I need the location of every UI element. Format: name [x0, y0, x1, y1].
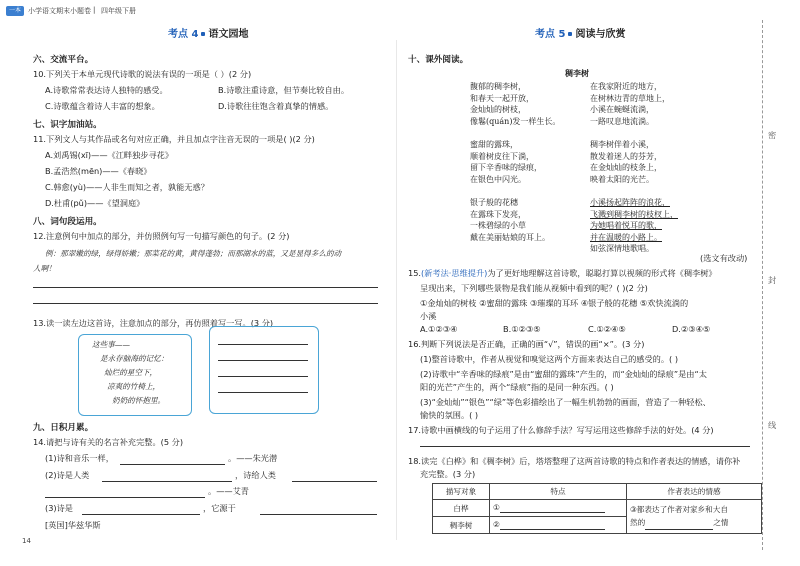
q13-answer-line-4[interactable] [218, 392, 308, 393]
poem-col1-line: 戴在美丽姑娘的耳上。 [470, 232, 550, 242]
q12-answer-line-1[interactable] [33, 287, 378, 288]
poem-col2-line [590, 127, 678, 139]
poem-col2-line: 散发着迷人的芬芳， [590, 151, 662, 161]
poem-box-line-2: 是永存脑海的记忆： [100, 354, 169, 363]
q13-answer-box [209, 326, 319, 414]
q11-option-d: D.杜甫(pǔ)——《望洞庭》 [45, 198, 145, 208]
q10-option-a: A.诗歌常常表达诗人独特的感受。 [45, 85, 168, 95]
q11-option-b: B.孟浩然(mēn)——《春晓》 [45, 166, 152, 176]
left-section-label: 考点 4 [168, 29, 199, 40]
heading-6: 六、交流平台。 [33, 55, 94, 65]
question-13: 13.读一读左边这首诗，注意加点的部分，再仿照着写一写。(3 分) [33, 318, 274, 328]
poem-col1-line: 在露珠下发亮， [470, 209, 526, 219]
row1-blank[interactable] [500, 503, 605, 513]
row1-object: 白桦 [433, 500, 490, 517]
q14-3-mid: ，它源于 [203, 503, 236, 513]
poem-col2-line: 如弦深情地歌唱。 [590, 244, 654, 254]
poem-col1-line: 在银色中闪光。 [470, 174, 526, 184]
emotion-text-1: ③都表达了作者对家乡和大自 [630, 505, 728, 514]
header-badge: 一本 [6, 6, 24, 16]
poem-title: 稠李树 [565, 68, 589, 78]
q14-2-start: (2)诗是人类 [45, 470, 90, 480]
q12-example-line1: 例：那翠嫩的绿，绿得娇嫩；那菜花的黄，黄得蓬勃；而那湖水的蓝，又是显得多么的动 [45, 249, 342, 258]
poem-col1-line: 和春天一起开放， [470, 93, 534, 103]
poem-col2-line: 飞溅到稠李树的枝杈上， [590, 209, 678, 219]
row2-object: 稠李树 [433, 517, 490, 534]
poem-box-line-4: 凉爽的竹椅上， [107, 382, 161, 391]
q15-options: ①金灿灿的树枝 ②蜜甜的露珠 ③璀璨的耳环 ④银子般的花穗 ⑤欢快流淌的 [420, 298, 689, 308]
q14-1-blank[interactable] [120, 464, 225, 465]
q15-choice-a: A.①②③④ [420, 324, 458, 334]
left-section-name: 语文园地 [208, 29, 249, 40]
q11-option-a: A.刘禹锡(xī)——《江畔独步寻花》 [45, 150, 174, 160]
q15-text-line2: 呈现出来，下列哪些景物是我们能从视频中看到的呢？( )(2 分) [420, 283, 648, 293]
q14-1-start: (1)诗和音乐一样， [45, 453, 114, 463]
q12-answer-line-2[interactable] [33, 303, 378, 304]
q15-options-line2: 小溪 [420, 311, 437, 321]
q14-3-blank-2[interactable] [260, 514, 377, 515]
header-separator: | [93, 6, 96, 14]
table-header-object: 描写对象 [433, 484, 490, 500]
question-18-line1: 18.读完《白桦》和《稠李树》后，塔塔整理了这两首诗歌的特点和作者表达的情感，请你补 [408, 456, 741, 466]
row1-mark: ① [493, 503, 500, 512]
header-title: 小学语文期末小题卷 [28, 7, 91, 15]
poem-col1-line: 像鬈(quán)发一样生长。 [470, 116, 561, 126]
heading-10: 十、课外阅读。 [408, 55, 469, 65]
poem-box-line-1: 这些事—— [92, 340, 130, 349]
poem-col1-line: 蜜甜的露珠， [470, 139, 518, 149]
poem-col2-line: 在我家附近的地方， [590, 82, 662, 91]
poem-col2-line: 并在温暖的小路上。 [590, 232, 662, 242]
q14-3-blank-1[interactable] [82, 514, 200, 515]
q16-item-2-line1: (2)诗歌中“辛香味的绿痕”是由“蜜甜的露珠”产生的，而“金灿灿的绿痕”是由“太 [420, 369, 707, 379]
row2-feature-cell[interactable] [490, 517, 627, 534]
right-section-label: 考点 5 [535, 29, 566, 40]
poem-column-1 [470, 81, 560, 243]
q15-tag: (新考法·思维提升) [421, 268, 488, 278]
poem-col1-line: 一株碧绿的小草 [470, 221, 526, 231]
q10-option-d: D.诗歌往往饱含着真挚的情感。 [218, 101, 334, 111]
q16-item-1: (1)整首诗歌中，作者从视觉和嗅觉这两个方面来表达自己的感受的。( ) [420, 354, 679, 364]
poem-box-line-5: 奶奶的怀抱里。 [112, 396, 166, 405]
q10-option-c: C.诗歌蕴含着诗人丰富的想象。 [45, 101, 160, 111]
page-number: 14 [22, 537, 31, 545]
header-grade: 四年级下册 [101, 7, 136, 15]
q10-option-b: B.诗歌注重诗意，但节奏比较自由。 [218, 85, 350, 95]
left-section-title [168, 25, 248, 40]
right-section-name: 阅读与欣赏 [575, 29, 626, 40]
poem-col2-line [590, 185, 678, 197]
margin-char-2: 封 [768, 275, 777, 285]
margin-char-3: 线 [768, 420, 777, 430]
emotion-blank[interactable] [645, 516, 713, 530]
heading-8: 八、词句段运用。 [33, 217, 102, 227]
binding-dashed-line [762, 20, 763, 550]
q16-item-2-line2: 阳的光芒”产生的，两个“绿痕”指的是同一种东西。( ) [420, 382, 614, 392]
q13-answer-line-3[interactable] [218, 376, 308, 377]
heading-7: 七、识字加油站。 [33, 120, 102, 130]
table-header-emotion: 作者表达的情感 [627, 484, 762, 500]
poem-source: (选文有改动) [700, 253, 748, 263]
poem-col1-line [470, 127, 560, 139]
table-header-feature: 特点 [490, 484, 627, 500]
row2-mark: ② [493, 520, 500, 529]
question-17: 17.诗歌中画横线的句子运用了什么修辞手法？写写运用这些修辞手法的好处。(4 分) [408, 425, 714, 435]
q15-text: 为了更好地理解这首诗歌，聪聪打算以视频的形式将《稠李树》 [487, 268, 717, 278]
section-dot-icon [568, 32, 572, 36]
question-15: 15.(新考法·思维提升)为了更好地理解这首诗歌，聪聪打算以视频的形式将《稠李树》 [408, 268, 717, 278]
poem-col1-line: 留下辛香味的绿痕， [470, 163, 542, 173]
emotion-cell [627, 500, 762, 534]
row2-blank[interactable] [500, 520, 605, 530]
question-16: 16.判断下列说法是否正确，正确的画“√”，错误的画“×”。(3 分) [408, 339, 645, 349]
poem-col1-line: 馥郁的稠李树， [470, 82, 526, 91]
q11-option-c: C.韩愈(yù)——人非生而知之者，孰能无惑？ [45, 182, 209, 192]
q15-choice-c: C.①②④⑤ [588, 324, 626, 334]
emotion-text-3: 之情 [713, 518, 729, 527]
q14-2-blank-1[interactable] [102, 481, 232, 482]
margin-char-1: 密 [768, 130, 777, 140]
q14-2-mid: ，诗给人类 [235, 470, 276, 480]
q12-example-line2: 人啊！ [33, 264, 56, 273]
poem-column-2 [590, 81, 678, 255]
page-divider [396, 40, 397, 540]
poem-col2-line: 小溪在蜿蜒流淌， [590, 105, 654, 115]
poem-col2-line: 小溪扬起阵阵的浪花， [590, 197, 670, 207]
row1-feature-cell[interactable] [490, 500, 627, 517]
q16-item-3-line2: 愉快的氛围。( ) [420, 410, 479, 420]
q14-2-blank-3[interactable] [45, 497, 205, 498]
poem-col2-line: 为她唱着悦耳的歌， [590, 221, 662, 231]
poem-box-line-3: 灿烂的星空下， [104, 368, 158, 377]
q14-3-start: (3)诗是 [45, 503, 73, 513]
q14-2-blank-2[interactable] [292, 481, 377, 482]
poem-col1-line: 顺着树皮往下淌， [470, 151, 534, 161]
poem-col2-line: 一路叹息地流淌。 [590, 116, 654, 126]
q13-answer-line-1[interactable] [218, 344, 308, 345]
q13-answer-line-2[interactable] [218, 360, 308, 361]
question-10: 10.下列关于本单元现代诗歌的说法有误的一项是（ ）(2 分) [33, 69, 252, 79]
q16-item-3-line1: (3)“金灿灿”“银色”“绿”等色彩描绘出了一幅生机勃勃的画面，营造了一种轻松、 [420, 397, 711, 407]
poem-col2-line: 在树林边青的草地上， [590, 93, 670, 103]
question-14: 14.请把与诗有关的名言补充完整。(5 分) [33, 437, 184, 447]
poem-col2-line: 在金灿灿的枝条上， [590, 163, 662, 173]
q18-table [432, 483, 762, 534]
emotion-text-2: 然的 [630, 518, 646, 527]
question-12: 12.注意例句中加点的部分，并仿照例句写一句描写颜色的句子。(2 分) [33, 231, 290, 241]
poem-col1-line: 金灿灿的树枝， [470, 105, 526, 115]
poem-col1-line [470, 185, 560, 197]
q17-answer-line-1[interactable] [420, 446, 750, 447]
section-dot-icon [201, 32, 205, 36]
right-section-title [535, 25, 625, 40]
q14-2-end: 。——艾青 [208, 486, 249, 496]
poem-col2-line: 映着太阳的光芒。 [590, 174, 654, 184]
q15-choice-b: B.①②③⑤ [503, 324, 541, 334]
q14-1-end: 。——朱光潜 [228, 453, 278, 463]
poem-col1-line: 银子般的花穗 [470, 197, 518, 207]
question-11: 11.下列文人与其作品或名句对应正确，并且加点字注音无误的一项是( )(2 分) [33, 134, 315, 144]
q15-choice-d: D.②③④⑤ [672, 324, 711, 334]
poem-col2-line: 稠李树伴着小溪， [590, 139, 654, 149]
question-18-line2: 充完整。(3 分) [420, 469, 476, 479]
q14-3-author: [英国]华兹华斯 [45, 520, 101, 530]
heading-9: 九、日积月累。 [33, 423, 94, 433]
